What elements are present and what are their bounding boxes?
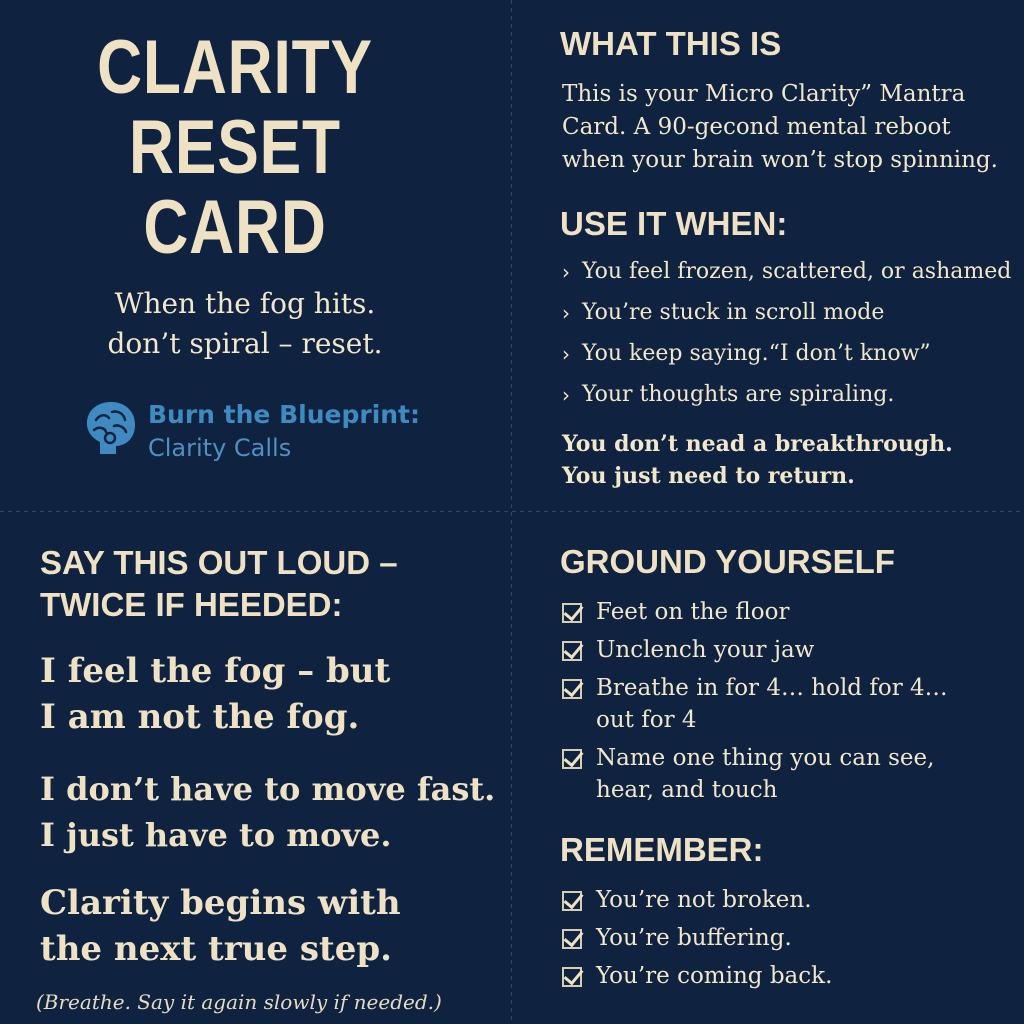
ground-yourself-panel [512, 512, 1024, 1024]
mantra-line: the next true step. [40, 929, 392, 969]
say-this-heading [40, 542, 398, 626]
closing-line: You just need to return. [562, 463, 855, 489]
checklist-item [562, 960, 1012, 992]
checklist-item [562, 922, 1012, 954]
checkbox-checked-icon [562, 749, 582, 769]
checklist-item [562, 634, 1012, 666]
use-it-when-closing [562, 428, 1012, 492]
card-title-line: RESET [129, 105, 341, 190]
list-item-label: You feel frozen, scattered, or ashamed [582, 259, 1012, 284]
checklist-item-label: Feet on the floor [596, 599, 790, 625]
title-panel [0, 0, 512, 512]
brand-name: Burn the Blueprint: [148, 400, 421, 429]
checklist-item-label: Name one thing you can see, hear, and touch [596, 745, 935, 803]
mantra-line: I don’t have to move fast. [40, 770, 496, 808]
what-this-is-heading: WHAT THIS IS [560, 25, 782, 62]
checkbox-checked-icon [562, 679, 582, 699]
checklist-item-label: Unclench your jaw [596, 637, 815, 663]
remember-checklist [562, 884, 1012, 998]
breathe-note: (Breathe. Say it again slowly if needed.) [36, 990, 442, 1014]
ground-checklist [562, 596, 1012, 812]
list-item-label: You’re stuck in scroll mode [582, 300, 885, 325]
checkbox-checked-icon [562, 641, 582, 661]
use-it-when-list [562, 256, 1012, 420]
checklist-item-label: Breathe in for 4… hold for 4… out for 4 [596, 675, 948, 733]
mantra-line: I feel the fog – but [40, 651, 391, 691]
card-title-line: CARD [143, 185, 327, 270]
brand-logo [82, 396, 442, 466]
brain-icon [82, 398, 140, 458]
say-this-panel [0, 512, 512, 1024]
card-title [0, 25, 470, 270]
tagline-line: When the fog hits. [114, 287, 376, 320]
checklist-item [562, 742, 976, 806]
chevron-right-icon: › [562, 383, 570, 407]
mantra [40, 880, 510, 972]
remember-heading: REMEMBER: [560, 831, 764, 868]
list-item [562, 297, 1012, 338]
checkbox-checked-icon [562, 967, 582, 987]
chevron-right-icon: › [562, 260, 570, 284]
list-item-label: Your thoughts are spiraling. [582, 382, 895, 407]
what-this-is-panel [512, 0, 1024, 512]
use-it-when-heading: USE IT WHEN: [560, 205, 788, 242]
tagline-line: don’t spiral – reset. [107, 327, 383, 360]
say-this-heading-line: SAY THIS OUT LOUD – [40, 544, 398, 581]
mantra [40, 648, 510, 740]
mantra [40, 766, 510, 858]
mantra-line: I am not the fog. [40, 697, 360, 737]
chevron-right-icon: › [562, 301, 570, 325]
checklist-item-label: You’re coming back. [596, 963, 833, 989]
closing-line: You don’t nead a breakthrough. [562, 431, 953, 457]
checkbox-checked-icon [562, 603, 582, 623]
list-item [562, 338, 1012, 379]
ground-yourself-heading: GROUND YOURSELF [560, 543, 895, 580]
checkbox-checked-icon [562, 929, 582, 949]
chevron-right-icon: › [562, 342, 570, 366]
say-this-heading-line: TWICE IF HEEDED: [40, 586, 343, 623]
mantra-line: Clarity begins with [40, 883, 401, 923]
checklist-item [562, 596, 1012, 628]
list-item [562, 256, 1012, 297]
checklist-item [562, 672, 956, 736]
mantra-line: I just have to move. [40, 816, 392, 854]
checklist-item-label: You’re buffering. [596, 925, 792, 951]
checklist-item-label: You’re not broken. [596, 887, 812, 913]
checkbox-checked-icon [562, 891, 582, 911]
card-title-line: CLARITY [97, 25, 373, 110]
checklist-item [562, 884, 1012, 916]
list-item-label: You keep saying.“I don’t know” [582, 341, 931, 366]
brand-subtitle: Clarity Calls [148, 434, 292, 462]
list-item [562, 379, 1012, 420]
what-this-is-text: This is your Micro Clarity” Mantra Card. A 90-gecond mental reboot when your brain won’t stop spinning. [562, 81, 998, 173]
tagline [0, 284, 490, 364]
